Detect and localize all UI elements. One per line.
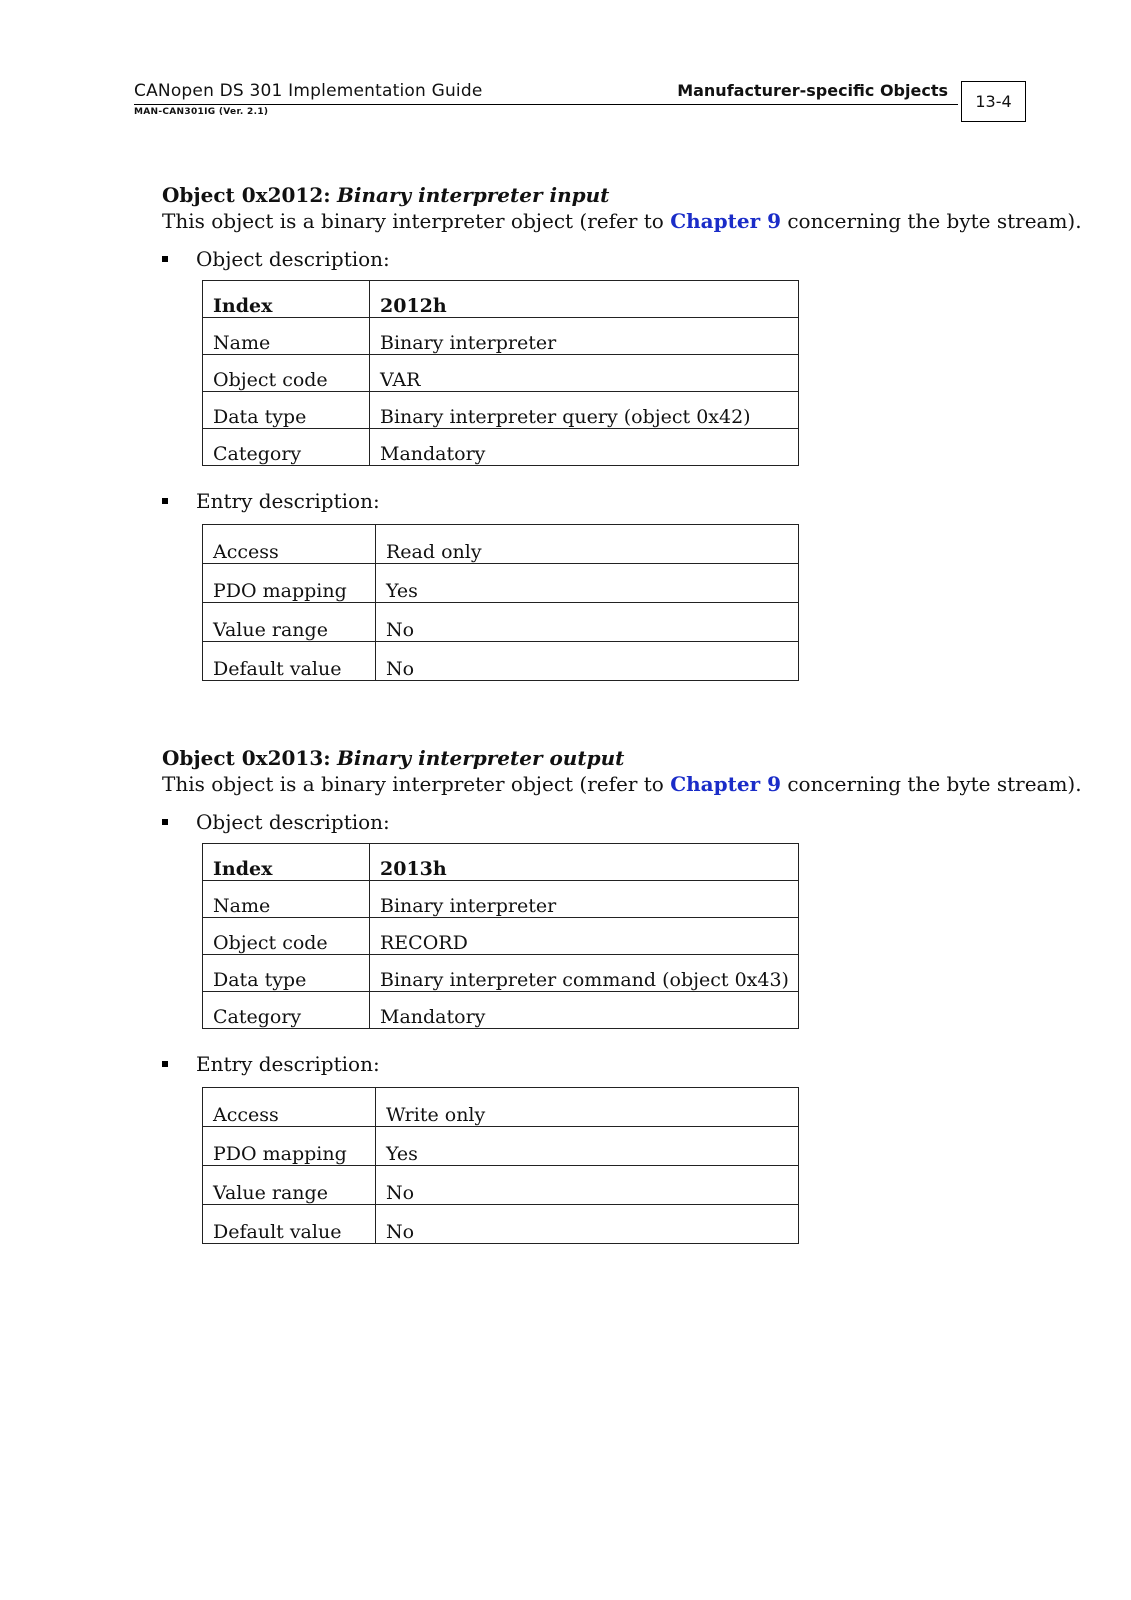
object-heading [162,745,982,771]
table-row [203,525,799,564]
table-row [203,281,799,318]
table-value: Yes [376,564,799,603]
table-row [203,992,799,1029]
entry-description-table [202,524,799,681]
table-key: Value range [203,1166,376,1205]
table-key: Default value [203,642,376,681]
table-row [203,918,799,955]
document-title: CANopen DS 301 Implementation Guide [134,81,483,101]
bullet-label: Entry description: [196,489,380,513]
table-row [203,1166,799,1205]
page-header [134,78,958,105]
object-section [162,182,1082,680]
description-prefix: This object is a binary interpreter object (refer to [162,772,664,796]
table-value: No [376,603,799,642]
table-key: Data type [203,955,370,992]
table-key: Index [203,844,370,881]
table-key: Index [203,281,370,318]
table-value: Yes [376,1127,799,1166]
bullet-square-icon [162,819,168,825]
table-row [203,1127,799,1166]
table-row [203,1088,799,1127]
table-row [203,642,799,681]
table-row [203,318,799,355]
table-key: Object code [203,918,370,955]
table-value: Binary interpreter command (object 0x43) [370,955,799,992]
bullet-square-icon [162,1061,168,1067]
table-key: Access [203,1088,376,1127]
table-value: VAR [370,355,799,392]
description-suffix: concerning the byte stream). [787,209,1082,233]
entry-description-table [202,1087,799,1244]
object-name: Binary interpreter output [337,746,625,770]
bullet-square-icon [162,498,168,504]
object-description-table [202,843,799,1029]
table-value: Read only [376,525,799,564]
table-key: Default value [203,1205,376,1244]
chapter-link[interactable]: Chapter 9 [670,209,781,233]
object-description-text [162,771,1082,797]
table-key: Category [203,992,370,1029]
table-row [203,392,799,429]
table-value: Mandatory [370,992,799,1029]
table-row [203,955,799,992]
table-row [203,564,799,603]
table-key: Name [203,318,370,355]
object-heading [162,182,982,208]
table-value: RECORD [370,918,799,955]
table-key: Name [203,881,370,918]
table-row [203,844,799,881]
bullet-label: Object description: [196,810,390,834]
table-value: Write only [376,1088,799,1127]
table-key: Data type [203,392,370,429]
table-value: Binary interpreter [370,318,799,355]
bullet-label: Object description: [196,247,390,271]
table-row [203,1205,799,1244]
table-key: Access [203,525,376,564]
table-value: 2012h [370,281,799,318]
table-value: No [376,1166,799,1205]
table-key: Object code [203,355,370,392]
object-description-text [162,208,1082,234]
object-id: Object 0x2012: [162,183,331,207]
table-row [203,355,799,392]
table-value: Mandatory [370,429,799,466]
object-id: Object 0x2013: [162,746,331,770]
table-row [203,603,799,642]
table-value: No [376,1205,799,1244]
page-number: 13-4 [961,81,1026,122]
table-key: PDO mapping [203,564,376,603]
table-value: 2013h [370,844,799,881]
object-section [162,745,1082,1243]
description-prefix: This object is a binary interpreter object (refer to [162,209,664,233]
bullet-square-icon [162,256,168,262]
table-row [203,881,799,918]
table-key: Value range [203,603,376,642]
description-suffix: concerning the byte stream). [787,772,1082,796]
table-value: No [376,642,799,681]
table-key: PDO mapping [203,1127,376,1166]
object-description-table [202,280,799,466]
document-id: MAN-CAN301IG (Ver. 2.1) [134,107,269,117]
table-row [203,429,799,466]
bullet-label: Entry description: [196,1052,380,1076]
table-value: Binary interpreter [370,881,799,918]
chapter-link[interactable]: Chapter 9 [670,772,781,796]
chapter-title: Manufacturer-specific Objects [677,81,948,100]
object-name: Binary interpreter input [337,183,610,207]
table-value: Binary interpreter query (object 0x42) [370,392,799,429]
table-key: Category [203,429,370,466]
